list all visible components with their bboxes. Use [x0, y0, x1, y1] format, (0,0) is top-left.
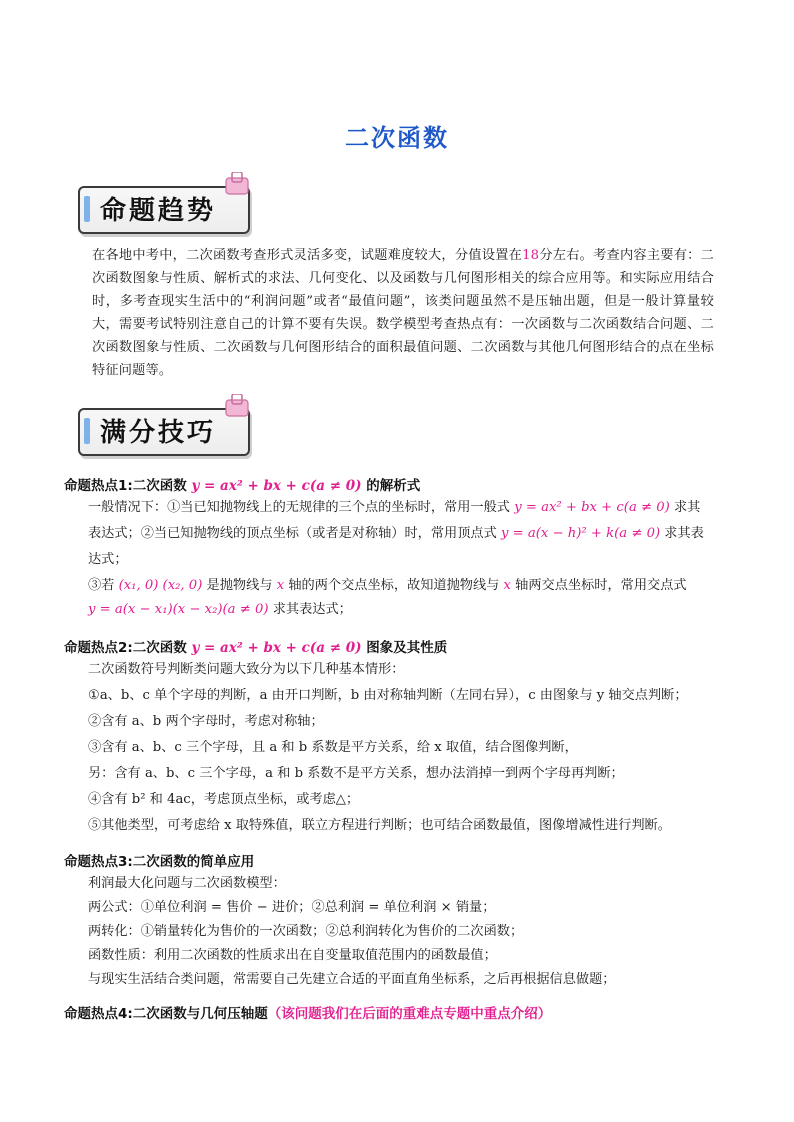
- hot-point-1-line-4: ③若 (x₁, 0) (x₂, 0) 是抛物线与 x 轴的两个交点坐标，故知道抛物线与 x 轴两交点坐标时，常用交点式: [88, 578, 687, 593]
- hot-point-2-heading: 命题热点2:二次函数 y = ax² + bx + c(a ≠ 0) 图象及其性质: [64, 640, 448, 656]
- hot-point-2-line-2: ②含有 a、b 两个字母时，考虑对称轴；: [88, 714, 324, 729]
- banner-accent-bar: [84, 196, 90, 222]
- intro-text-2: 分左右。考查内容主要有：二次函数图象与性质、解析式的求法、几何变化、以及函数与几何图形相关的综合应用等。和实际应用结合时，多考查现实生活中的“利润问题”或者“最值问题”，该类问题虽然不是压轴出题，但是一般计算量较大，需要考试特别注意自己的计算不要有失误。数学模型考查热点有：一次函数与二次函数结合问题、二次函数图象与性质、二次函数与几何图形结合的面积最值问题、二次函数与其他几何图形结合的点在坐标特征问题等。: [92, 248, 714, 378]
- banner-label: 满分技巧: [100, 418, 217, 448]
- hot-point-2-line-5: ④含有 b² 和 4ac，考虑顶点坐标，或考虑△；: [88, 792, 360, 807]
- hot-point-1-line-2: 表达式；②当已知抛物线的顶点坐标（或者是对称轴）时，常用顶点式 y = a(x − h)² + k(a ≠ 0) 求其表: [88, 526, 704, 541]
- hot-point-2-line-3: ③含有 a、b、c 三个字母，且 a 和 b 系数是平方关系，给 x 取值，结合图像判断，: [88, 740, 578, 755]
- binder-clip-icon: [222, 394, 252, 420]
- hot-point-2-line-4: 另：含有 a、b、c 三个字母，a 和 b 系数不是平方关系，想办法消掉一到两个字母再判断；: [88, 766, 624, 781]
- banner-label: 命题趋势: [100, 196, 217, 226]
- hot-point-2-line-0: 二次函数符号判断类问题大致分为以下几种基本情形：: [88, 662, 405, 677]
- intro-paragraph: [92, 244, 714, 382]
- page-title: 二次函数: [345, 124, 449, 152]
- hot-point-2-line-1: ①a、b、c 单个字母的判断，a 由开口判断，b 由对称轴判断（左同右异），c 由图象与 y 轴交点判断；: [88, 688, 688, 703]
- intro-score: 18: [522, 248, 540, 263]
- hot-point-3-heading: 命题热点3:二次函数的简单应用: [64, 854, 255, 870]
- hot-point-1-line-5: y = a(x − x₁)(x − x₂)(a ≠ 0) 求其表达式；: [88, 602, 352, 617]
- hot-point-3-line-3: 函数性质：利用二次函数的性质求出在自变量取值范围内的函数最值；: [88, 948, 497, 963]
- section-banner-tips: [78, 398, 258, 460]
- hot-point-3-line-2: 两转化：①销量转化为售价的一次函数；②总利润转化为售价的二次函数；: [88, 924, 524, 939]
- intro-text-1: 在各地中考中，二次函数考查形式灵活多变，试题难度较大，分值设置在: [92, 248, 523, 263]
- hot-point-1-line-1: 一般情况下：①当已知抛物线上的无规律的三个点的坐标时，常用一般式 y = ax² + bx + c(a ≠ 0) 求其: [88, 500, 701, 515]
- hot-point-3-line-4: 与现实生活结合类问题，常需要自己先建立合适的平面直角坐标系，之后再根据信息做题；: [88, 972, 616, 987]
- section-banner-trend: [78, 176, 258, 238]
- hot-point-3-line-1: 两公式：①单位利润 = 售价 − 进价；②总利润 = 单位利润 × 销量；: [88, 900, 496, 915]
- hot-point-3-line-0: 利润最大化问题与二次函数模型：: [88, 876, 286, 891]
- binder-clip-icon: [222, 172, 252, 198]
- hot-point-1-line-3: 达式；: [88, 552, 128, 567]
- banner-accent-bar: [84, 418, 90, 444]
- hot-point-2-line-6: ⑤其他类型，可考虑给 x 取特殊值，联立方程进行判断；也可结合函数最值，图像增减性进行判断。: [88, 818, 671, 833]
- hot-point-4-heading: 命题热点4:二次函数与几何压轴题（该问题我们在后面的重难点专题中重点介绍）: [64, 1006, 552, 1022]
- hot-point-1-heading: 命题热点1:二次函数 y = ax² + bx + c(a ≠ 0) 的解析式: [64, 478, 421, 494]
